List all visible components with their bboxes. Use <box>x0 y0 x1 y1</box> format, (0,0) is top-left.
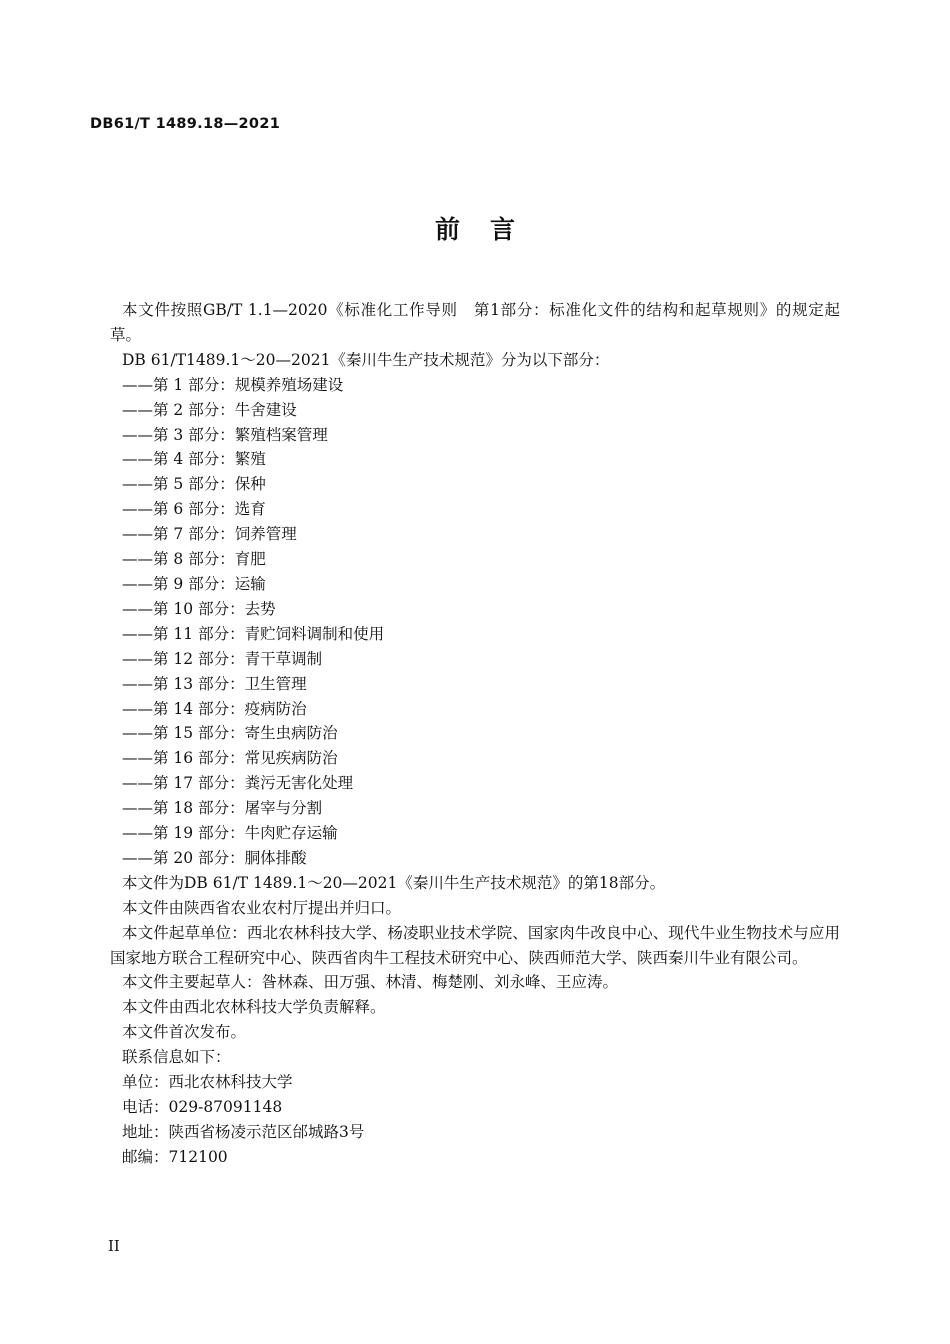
list-item: ——第 4 部分：繁殖 <box>122 450 266 469</box>
contact-phone: 电话：029-87091148 <box>122 1098 283 1116</box>
list-item: ——第 2 部分：牛舍建设 <box>122 400 297 419</box>
closing-paragraph: 本文件由西北农林科技大学负责解释。 <box>122 998 386 1017</box>
contact-address: 地址：陕西省杨凌示范区邰城路3号 <box>122 1122 365 1141</box>
document-code: DB61/T 1489.18—2021 <box>90 116 281 132</box>
list-item: ——第 6 部分：选育 <box>122 500 266 519</box>
contact-heading: 联系信息如下： <box>122 1048 231 1067</box>
intro-paragraph: 本文件按照GB/T 1.1—2020《标准化工作导则 第1部分：标准化文件的结构和起草规则》的规定起草。 <box>110 301 840 344</box>
list-item: ——第 16 部分：常见疾病防治 <box>122 749 338 768</box>
list-item: ——第 18 部分：屠宰与分割 <box>122 799 323 818</box>
closing-paragraph: 本文件首次发布。 <box>122 1023 247 1042</box>
list-item: ——第 12 部分：青干草调制 <box>122 649 323 668</box>
list-item: ——第 17 部分：粪污无害化处理 <box>122 774 354 793</box>
list-item: ——第 3 部分：繁殖档案管理 <box>122 425 328 444</box>
list-item: ——第 14 部分：疫病防治 <box>122 699 307 718</box>
list-item: ——第 15 部分：寄生虫病防治 <box>122 724 338 743</box>
foreword-body <box>110 298 840 1170</box>
contact-unit: 单位：西北农林科技大学 <box>122 1073 293 1092</box>
list-item: ——第 7 部分：饲养管理 <box>122 525 297 544</box>
list-item: ——第 9 部分：运输 <box>122 574 266 593</box>
list-item: ——第 10 部分：去势 <box>122 599 276 618</box>
drafters-paragraph: 本文件主要起草人：昝林森、田万强、林清、梅楚刚、刘永峰、王应涛。 <box>122 973 619 992</box>
list-item: ——第 5 部分：保种 <box>122 475 266 494</box>
page-title: 前言 <box>434 215 545 244</box>
parts-list <box>110 373 840 871</box>
list-item: ——第 20 部分：胴体排酸 <box>122 848 307 867</box>
list-item: ——第 8 部分：育肥 <box>122 550 266 569</box>
drafting-units-paragraph: 本文件起草单位：西北农林科技大学、杨凌职业技术学院、国家肉牛改良中心、现代牛业生物技术与应用国家地方联合工程研究中心、陕西省肉牛工程技术研究中心、陕西师范大学、陕西秦川牛业有限公司。 <box>110 923 840 967</box>
list-item: ——第 1 部分：规模养殖场建设 <box>122 375 344 394</box>
closing-paragraph: 本文件为DB 61/T 1489.1～20—2021《秦川牛生产技术规范》的第18部分。 <box>122 873 666 892</box>
closing-paragraph: 本文件由陕西省农业农村厅提出并归口。 <box>122 898 402 917</box>
list-item: ——第 11 部分：青贮饲料调制和使用 <box>122 624 385 643</box>
contact-postcode: 邮编：712100 <box>122 1147 228 1166</box>
list-item: ——第 13 部分：卫生管理 <box>122 674 307 693</box>
list-item: ——第 19 部分：牛肉贮存运输 <box>122 824 338 843</box>
intro-paragraph: DB 61/T1489.1～20—2021《秦川牛生产技术规范》分为以下部分： <box>122 350 610 369</box>
page-number: II <box>108 1237 120 1255</box>
